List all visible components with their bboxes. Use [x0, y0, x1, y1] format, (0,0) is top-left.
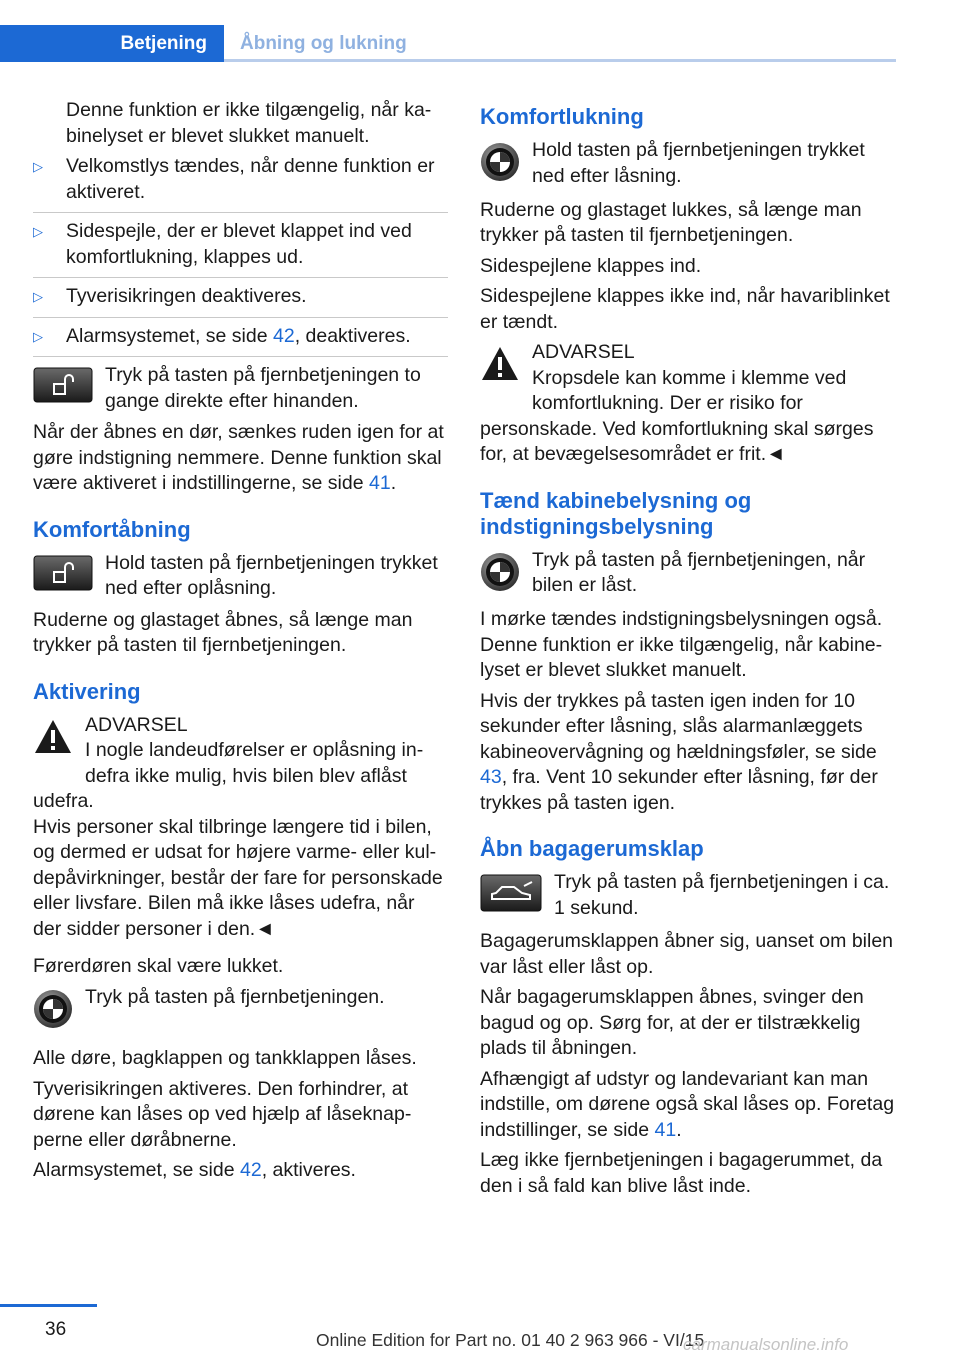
page-link-41[interactable]: 41	[654, 1118, 677, 1141]
morke-paragraph: I mørke tændes indstigningsbelysningen også. Denne funktion er ikke tilgængelig, når kabinelyset er blevet slukket manuelt.	[480, 608, 883, 681]
warning-title: ADVARSEL	[85, 713, 188, 736]
page-number: 36	[45, 1319, 67, 1340]
list-item: ▷ Velkomstlys tændes, når denne funktion er aktiveret.	[33, 154, 448, 213]
sidespejle-paragraph: Sidespejlene klappes ind.	[480, 254, 702, 277]
unlock-icon	[33, 367, 93, 411]
bagage-instruction: Tryk på tasten på fjernbetjeningen i ca. 1 sekund.	[480, 870, 895, 921]
heading-aktivering: Aktivering	[33, 678, 141, 704]
laeg-paragraph: Læg ikke fjernbetjeningen i bagagerummet, da den i så fald kan blive låst inde.	[480, 1149, 883, 1197]
tab-abning-og-lukning[interactable]: Åbning og lukning	[240, 32, 407, 54]
warning-title: ADVARSEL	[532, 341, 635, 363]
warning-block	[480, 340, 895, 468]
list-item: ▷ Sidespejle, der er blevet klappet ind ved komfortlukning, klappes ud.	[33, 219, 448, 278]
heading-kabinebelysning: Tænd kabinebelysning og indstigningsbelysning	[480, 487, 752, 539]
tyveri-paragraph: Tyverisikringen aktiveres. Den forhindrer, at dørene kan låses op ved hjælp af låseknapperne eller døråbnerne.	[33, 1077, 412, 1151]
warning-text: Kropsdele kan komme i klemme ved komfortlukning. Der er risiko for personskade. Ved komfortlukning skal sørges for, at bevægelsesområdet er frit.◄	[480, 366, 874, 465]
heading-komfortlukning: Komfortlukning	[480, 104, 644, 129]
watermark: carmanualsonline.info	[683, 1335, 849, 1354]
right-column	[480, 104, 895, 1204]
unlock-instruction: Tryk på tasten på fjernbetjeningen to gange direkte efter hinanden.	[33, 363, 448, 414]
warning-icon	[33, 717, 73, 765]
bmw-logo-icon	[33, 989, 73, 1037]
bagage-paragraph-2: Når bagagerumsklappen åbnes, svinger den bagud og op. Sørg for, at der er tilstrækkelig plads til åbningen.	[480, 986, 864, 1059]
heading-bagagerumsklap: Åbn bagagerumsklap	[480, 836, 704, 861]
warning-icon	[480, 344, 520, 392]
alarm-paragraph: Alarmsystemet, se side 42, aktiveres.	[33, 1159, 356, 1181]
page-link-43[interactable]: 43	[480, 766, 502, 788]
bullet-triangle-icon: ▷	[33, 224, 43, 239]
afhaengigt-paragraph: Afhængigt af udstyr og landevariant kan man indstille, om dørene også skal låses op. Foretag indstillinger, se side 41.	[480, 1067, 895, 1141]
igen-paragraph: Hvis der trykkes på tasten igen inden for 10 sekunder efter låsning, slås alarmanlæggets kabineovervågning og hældningsføler, se side 43, fra. Vent 10 sekunder efter låsning, før der trykkes på tasten igen.	[480, 689, 878, 814]
unlock-icon	[33, 555, 93, 599]
bagage-paragraph-1: Bagagerumsklappen åbner sig, uanset om bilen var låst eller låst op.	[480, 930, 894, 978]
left-column	[33, 98, 448, 1189]
warning-block	[33, 713, 448, 815]
intro-paragraph: Denne funktion er ikke tilgængelig, når kabinelyset er blevet slukket manuelt.	[66, 99, 432, 147]
page-link-42[interactable]: 42	[239, 1159, 262, 1181]
page-link-41[interactable]: 41	[369, 472, 391, 494]
bullet-triangle-icon: ▷	[33, 159, 43, 174]
komfort-instruction: Hold tasten på fjernbetjeningen trykket ned efter oplåsning.	[33, 551, 448, 602]
page-link-42[interactable]: 42	[272, 324, 295, 347]
bmw-logo-icon	[480, 552, 520, 600]
list-item: ▷ Alarmsystemet, se side 42, deaktiveres.	[33, 324, 448, 358]
feature-list	[33, 154, 448, 357]
tab-betjening[interactable]: Betjening	[0, 25, 224, 62]
alle-paragraph: Alle døre, bagklappen og tankklappen låses.	[33, 1047, 417, 1069]
komfortlukning-instruction: Hold tasten på fjernbetjeningen trykket ned efter låsning.	[480, 138, 895, 190]
bullet-triangle-icon: ▷	[33, 328, 43, 344]
ruder-paragraph: Ruderne og glastaget lukkes, så længe man trykker på tasten til fjernbetjeningen.	[480, 198, 862, 246]
warning-text: I nogle landeudførelser er oplåsning indefra ikke mulig, hvis bilen blev aflåst udefra.	[33, 739, 424, 812]
forer-paragraph: Førerdøren skal være lukket.	[33, 955, 284, 977]
trunk-icon	[480, 874, 542, 920]
bmw-logo-icon	[480, 142, 520, 190]
heading-komfortabning: Komfortåbning	[33, 516, 191, 542]
komfort-paragraph: Ruderne og glastaget åbnes, så længe man trykker på tasten til fjernbetjeningen.	[33, 608, 413, 656]
edition-text: Online Edition for Part no. 01 40 2 963 966 - VI/15	[316, 1330, 705, 1350]
door-paragraph: Når der åbnes en dør, sænkes ruden igen for at gøre indstigning nemmere. Denne funktion skal være aktiveret i indstillingerne, se side 41.	[33, 421, 444, 494]
lock-instruction: Tryk på tasten på fjernbetjeningen.	[33, 985, 448, 1037]
list-item: ▷ Tyverisikringen deaktiveres.	[33, 284, 448, 318]
havari-paragraph: Sidespejlene klappes ikke ind, når havariblinket er tændt.	[480, 285, 890, 333]
page-header	[0, 0, 960, 62]
kabine-instruction: Tryk på tasten på fjernbetjeningen, når bilen er låst.	[480, 548, 895, 600]
footer-rule	[0, 1304, 97, 1307]
personer-paragraph: Hvis personer skal tilbringe længere tid i bilen, og dermed er udsat for højere varme- eller kuldepåvirkninger, består der fare for personskade eller livsfare. Bilen må ikke låses udefra, når der sidder personer i den.◄	[33, 815, 443, 940]
bullet-triangle-icon: ▷	[33, 289, 43, 304]
header-rule	[224, 59, 896, 62]
